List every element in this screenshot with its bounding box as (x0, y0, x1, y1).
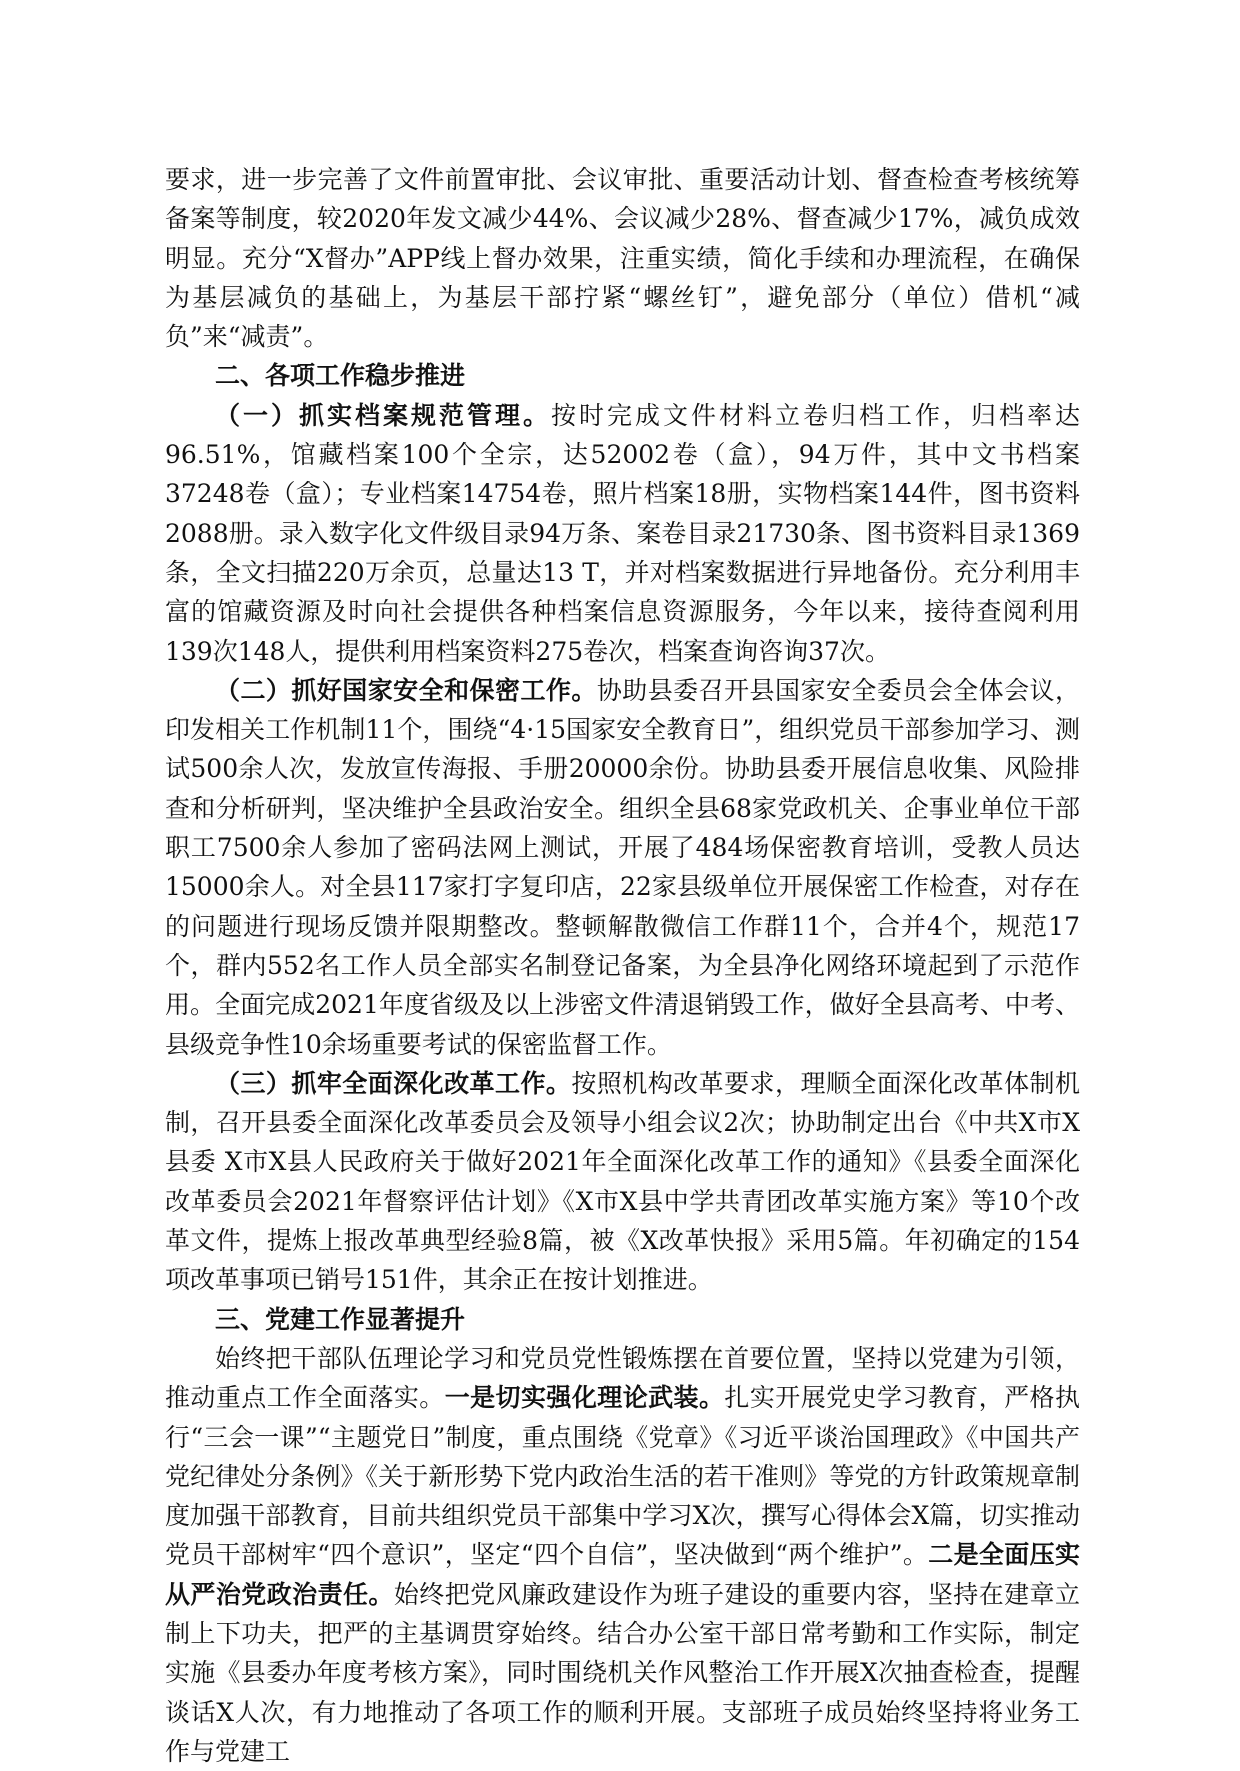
paragraph-reduce-burden: 要求，进一步完善了文件前置审批、会议审批、重要活动计划、督查检查考核统筹备案等制度，较2020年发文减少44%、会议减少28%、督查减少17%，减负成效明显。充分“X督办”APP线上督办效果，注重实绩，简化手续和办理流程，在确保为基层减负的基础上，为基层干部拧紧“螺丝钉”，避免部分（单位）借机“减负”来“减责”。 (165, 165, 1080, 352)
theory-body: 扎实开展党史学习教育，严格执行“三会一课”“主题党日”制度，重点围绕《党章》《习近平谈治国理政》《中国共产党纪律处分条例》《关于新形势下党内政治生活的若干准则》等党的方针政策规章制度加强干部教育，目前共组织党员干部集中学习X次，撰写心得体会X篇，切实推动党员干部树牢“四个意识”，坚定“四个自信”，坚决做到“两个维护”。 (165, 1383, 1080, 1570)
paragraph-party-building (165, 1339, 1080, 1771)
discipline-body: 始终把党风廉政建设作为班子建设的重要内容，坚持在建章立制上下功夫，把严的主基调贯穿始终。结合办公室干部日常考勤和工作实际，制定实施《县委办年度考核方案》，同时围绕机关作风整治工作开展X次抽查检查，提醒谈话X人次，有力地推动了各项工作的顺利开展。支部班子成员始终坚持将业务工作与党建工 (165, 1579, 1080, 1766)
reform-body: 按照机构改革要求，理顺全面深化改革体制机制，召开县委全面深化改革委员会及领导小组会议2次；协助制定出台《中共X市X县委 X市X县人民政府关于做好2021年全面深化改革工作的通知》《县委全面深化改革委员会2021年督察评估计划》《X市X县中学共青团改革实施方案》等10个改革文件，提炼上报改革典型经验8篇，被《X改革快报》采用5篇。年初确定的154项改革事项已销号151件，其余正在按计划推进。 (165, 1068, 1080, 1295)
security-body: 协助县委召开县国家安全委员会全体会议，印发相关工作机制11个，围绕“4·15国家安全教育日”，组织党员干部参加学习、测试500余人次，发放宣传海报、手册20000余份。协助县委开展信息收集、风险排查和分析研判，坚决维护全县政治安全。组织全县68家党政机关、企事业单位干部职工7500余人参加了密码法网上测试，开展了484场保密教育培训，受教人员达15000余人。对全县117家打字复印店，22家县级单位开展保密工作检查，对存在的问题进行现场反馈并限期整改。整顿解散微信工作群11个，合并4个，规范17个，群内552名工作人员全部实名制登记备案，为全县净化网络环境起到了示范作用。全面完成2021年度省级及以上涉密文件清退销毁工作，做好全县高考、中考、县级竞争性10余场重要考试的保密监督工作。 (165, 675, 1080, 1059)
document-body (165, 160, 1080, 1771)
archives-body: 按时完成文件材料立卷归档工作，归档率达96.51%，馆藏档案100个全宗，达52002卷（盒），94万件，其中文书档案37248卷（盒）；专业档案14754卷，照片档案18册，实物档案144件，图书资料2088册。录入数字化文件级目录94万条、案卷目录21730条、图书资料目录1369条，全文扫描220万余页，总量达13 T，并对档案数据进行异地备份。充分利用丰富的馆藏资源及时向社会提供各种档案信息资源服务，今年以来，接待查阅利用139次148人，提供利用档案资料275卷次，档案查询咨询37次。 (165, 400, 1080, 666)
section-heading-work-progress: 二、各项工作稳步推进 (215, 361, 466, 391)
subheading-reform: （三）抓牢全面深化改革工作。 (215, 1068, 572, 1098)
paragraph-security (165, 671, 1080, 1064)
paragraph-reform (165, 1064, 1080, 1300)
subheading-security: （二）抓好国家安全和保密工作。 (215, 675, 597, 705)
subheading-archives: （一）抓实档案规范管理。 (215, 400, 551, 430)
party-building-intro: 始终把干部队伍理论学习和党员党性锻炼摆在首要位置，坚持以党建为引领，推动重点工作全面落实。 (165, 1343, 1080, 1413)
subheading-theory: 一是切实强化理论武装。 (444, 1383, 725, 1413)
subheading-discipline: 二是全面压实从严治党政治责任。 (165, 1540, 1080, 1609)
paragraph-archives (165, 396, 1080, 671)
section-heading-party-building: 三、党建工作显著提升 (215, 1304, 466, 1334)
